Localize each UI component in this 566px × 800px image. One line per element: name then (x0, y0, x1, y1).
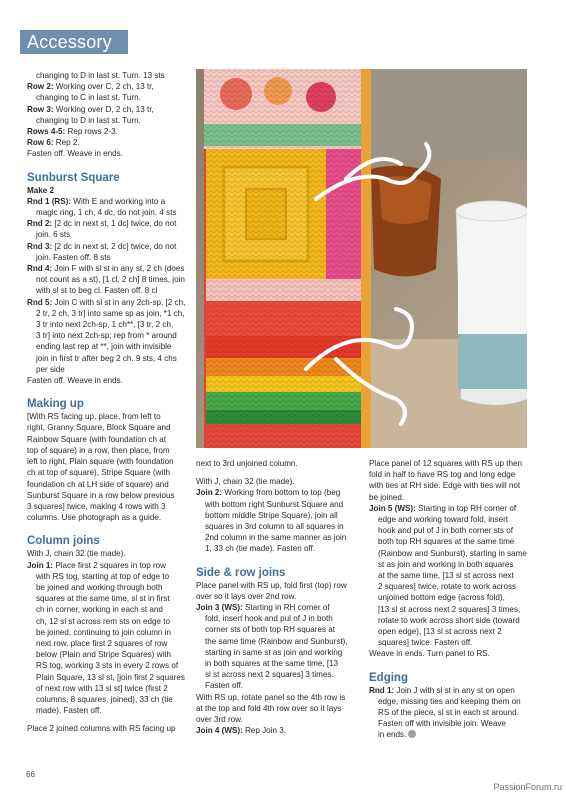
text-line: 2 squares] twice, rotate to work across (378, 582, 517, 592)
text-line: RS of the piece, sl st in each st around. (378, 708, 519, 718)
text-line: Rnd 2: [2 dc in next st, 1 dc] twice, do not (27, 219, 177, 229)
column-1 (27, 70, 191, 735)
section-heading-sunburst: Sunburst Square (27, 171, 120, 184)
text-line: Place panel with RS up, fold first (top) row (196, 580, 347, 590)
text-line: Rainbow Square (with foundation ch at (27, 434, 167, 444)
text-line: next row, place first 2 squares of row (36, 638, 168, 648)
text-line: Weave in ends. Turn panel to RS. (369, 649, 490, 659)
text-line: magic ring, 1 ch, 4 dc, do not join. 4 sts (36, 208, 177, 218)
text-line: unjoined bottom edge (across fold), (378, 593, 505, 603)
text-line: ch in corner, working in each st and (36, 605, 163, 615)
text-line: ending last rep at **, join with invisible (36, 342, 172, 352)
text-line: Place 2 joined columns with RS facing up (27, 724, 176, 734)
text-line: Fasten off. (205, 681, 244, 691)
text-line: 1, 33 ch (tie made). Fasten off. (205, 544, 316, 554)
text-line: Place panel of 12 squares with RS up then (369, 459, 522, 468)
text-line: Fasten off. Weave in ends. (27, 376, 123, 386)
text-line: with ties at RH side. Edge with ties will not (369, 481, 521, 491)
text-line: 3 squares] twice, making 4 rows with 3 (27, 501, 166, 511)
text-line: join. 6 sts (36, 230, 71, 240)
text-line: st as join and working in both squares (378, 559, 514, 569)
page-number: 66 (26, 770, 35, 779)
text-line: Rnd 4: Join F with sl st in any st, 2 ch (does (27, 264, 185, 274)
text-line: in ends. (369, 729, 535, 740)
text-line: 3 tr into next 2ch-sp, 1 ch**, [3 tr, 2 ch, (36, 320, 174, 330)
text-line: both top RH squares at the same time (378, 537, 515, 547)
text-line: RS tog, working 3 sts in every 2 rows of (36, 661, 179, 671)
text-line: starting in same st as join and working (205, 647, 343, 657)
text-line: 3 tr] into next 2ch-sp; rep from * around (36, 331, 177, 341)
text-line: Join 4 (WS): Rep Join 3. (196, 726, 286, 736)
watermark: PassionForum.ru (493, 782, 562, 792)
text-line: edge and working toward fold, insert (378, 515, 509, 525)
text-line: columns, 8 squares, joined), 33 ch (tie (36, 694, 173, 704)
text-line: with sl st to beg cl. Fasten off. 8 cl (36, 286, 158, 296)
text-line: Row 3: Working over D, 2 ch, 13 tr, (27, 104, 154, 114)
column-2 (196, 458, 360, 736)
text-line: over so it lays over 2nd row. (196, 591, 297, 601)
text-line: [With RS facing up, place, from left to (27, 412, 161, 422)
text-line: over 3rd row. (196, 715, 243, 725)
text-line: be joined and working through both (36, 582, 163, 592)
text-line: ch at top of square), Stripe Square (with (27, 468, 171, 478)
section-tab (20, 30, 128, 54)
text-line: per side (36, 364, 65, 374)
text-line: With RS up, rotate panel so the 4th row is (196, 692, 346, 702)
text-line: fold in half to have RS tog and long edge (369, 470, 516, 480)
text-line: squares] twice. Fasten off. (378, 638, 473, 648)
section-title: Accessory (27, 32, 112, 52)
text-line: left to right, Plain square (with foundation (27, 457, 174, 467)
section-heading-making-up: Making up (27, 398, 84, 411)
text-line: hook and pul of J in both corner sts of (378, 526, 513, 536)
text-line: with RS tog, starting at top of edge to (36, 571, 170, 581)
section-heading-edging: Edging (369, 671, 408, 684)
text-line: Plain Square, 13 sl st, [join first 2 squares (36, 672, 185, 682)
text-line: at the same time, [13 sl st across next (378, 571, 514, 581)
text-line: Rnd 3: [2 dc in next st, 2 dc] twice, do not (27, 241, 177, 251)
text-line: foundation ch at LH side of square) and (27, 479, 169, 489)
text-line: Join 5 (WS): Starting in top RH corner of (369, 503, 517, 513)
text-line: Join 1: Place first 2 squares in top row (27, 560, 167, 570)
text-line: [13 sl st across next 2 squares] 3 times, (378, 604, 521, 614)
text-line: squares in 3rd column to all squares in (205, 522, 344, 532)
text-line: not count as a st), [1 cl, 2 ch] 8 times, join (36, 275, 185, 285)
text-line: sl st across next 2 squares] 3 times. (205, 670, 334, 680)
text-line: Sunburst Square in a row below previous (27, 490, 175, 500)
product-photo (196, 69, 527, 448)
text-line: fold, insert hook and pul of J in both (205, 614, 333, 624)
text-line: With J, chain 32 (tie made). (27, 549, 126, 559)
text-line: rotate to work across short side (toward (378, 615, 520, 625)
text-line: 2nd column in the same manner as join (205, 533, 347, 543)
text-line: Rnd 1 (RS): With E and working into a (27, 196, 166, 206)
text-line: Fasten off. Weave in ends. (27, 149, 123, 159)
section-heading-column-joins: Column joins (27, 535, 100, 548)
text-line: Row 6: Rep 2. (27, 138, 80, 148)
text-line: Join 2: Working from bottom to top (beg (196, 488, 341, 498)
text-line: with bottom right Sunburst Square and (205, 499, 344, 509)
text-line: below (Plain and Stripe Squares) with (36, 650, 171, 660)
text-line: Join 3 (WS): Starting in RH corner of (196, 603, 330, 613)
text-line: Make 2 (27, 185, 54, 195)
text-line: join. Fasten off. 8 sts (36, 252, 111, 262)
text-line: bottom middle Stripe Square), join all (205, 510, 338, 520)
text-line: at the top and fold 4th row over so it lays (196, 703, 342, 713)
text-line: open edge), [13 sl st across next 2 (378, 627, 502, 637)
text-line: changing to C in last st. Turn. (36, 93, 141, 103)
text-line: in both squares at the same time, [13 (205, 659, 339, 669)
text-line: the same time (Rainbow and Sunburst), (205, 636, 348, 646)
text-line: Rnd 1: Join J with sl st in any st on open (369, 685, 515, 695)
text-line: be joined. (369, 492, 405, 502)
section-heading-side-row-joins: Side & row joins (196, 566, 286, 579)
text-line: right, Granny Square, Block Square and (27, 423, 171, 433)
text-line: next to 3rd unjoined column. (196, 459, 298, 468)
text-line: made). Fasten off. (36, 706, 102, 716)
text-line: (Rainbow and Sunburst), starting in same (378, 548, 527, 558)
text-line: Row 2: Working over C, 2 ch, 13 tr, (27, 82, 154, 92)
text-line: columns. Use photograph as a guide. (27, 513, 162, 523)
text-line: changing to D in last st. Turn. (36, 115, 141, 125)
end-bullet-icon (408, 730, 416, 738)
column-3 (369, 458, 535, 741)
text-line: 2 tr, 2 ch, 3 tr] into same sp as join, *1 ch, (36, 308, 185, 318)
text-line: ch, 12 sl st across rem sts on edge to (36, 616, 171, 626)
text-line: Rnd 5: Join C with sl st in any 2ch-sp, [2 ch, (27, 297, 186, 307)
text-line: squares at the same time, sl st in first (36, 594, 170, 604)
text-line: Rows 4-5: Rep rows 2-3. (27, 127, 118, 137)
text-line: of next row with 13 sl st] twice (first 2 (36, 683, 168, 693)
text-line: With J, chain 32 (tie made). (196, 477, 295, 487)
text-line: join in first tr after beg 2 ch. 9 sts, 4 chs (36, 353, 177, 363)
crochet-tea-cosy-photo (196, 69, 527, 448)
text-line: Fasten off with invisible join. Weave (378, 719, 506, 729)
text-line: changing to D in last st. Turn. 13 sts (36, 71, 165, 80)
text-line: be joined, continuing to join column in (36, 627, 171, 637)
text-line: corner sts of both top RH squares at (205, 625, 336, 635)
text-line: edge, missing ties and keeping them on (378, 696, 521, 706)
text-line: top of square) in a row, then place, from (27, 445, 170, 455)
